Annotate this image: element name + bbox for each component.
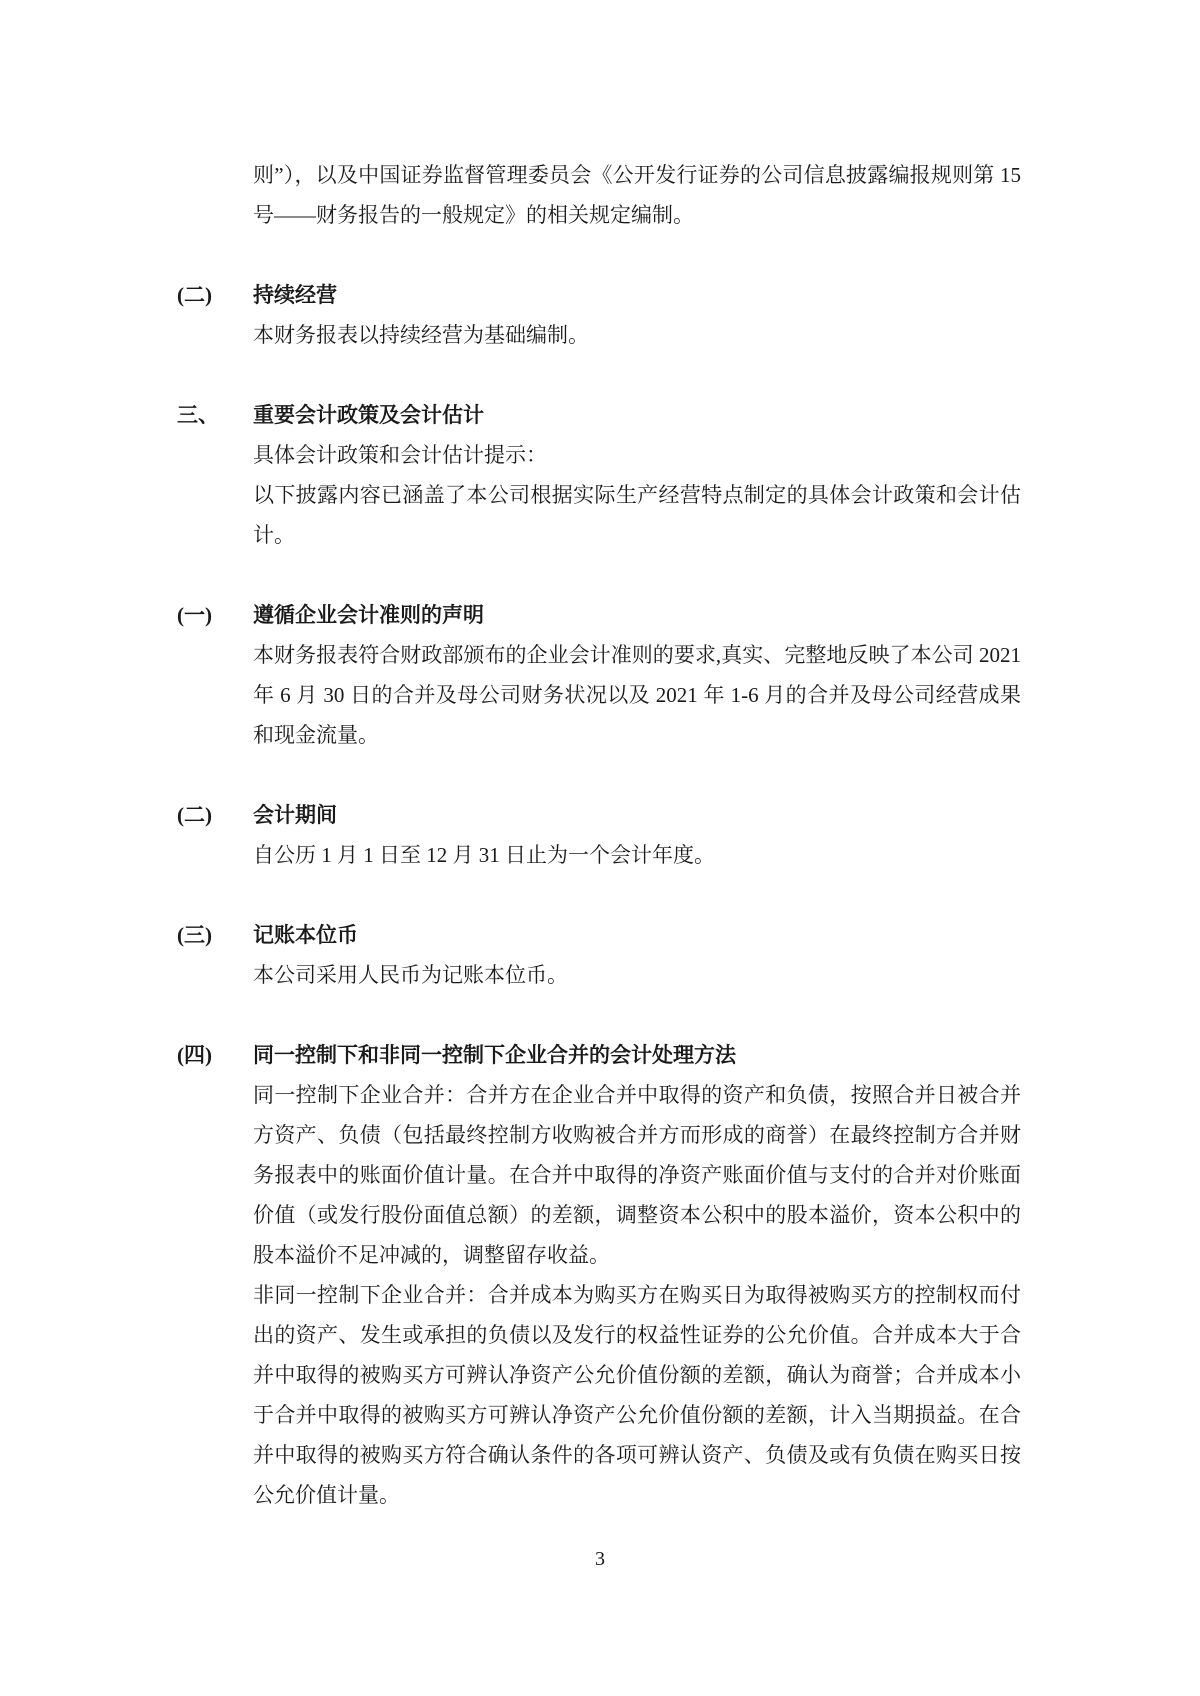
section-title: 重要会计政策及会计估计 <box>253 403 484 427</box>
section-label: (三) <box>177 923 212 947</box>
section-label: (二) <box>177 283 212 307</box>
section-title: 持续经营 <box>253 283 337 307</box>
paragraph: 本财务报表符合财政部颁布的企业会计准则的要求,真实、完整地反映了本公司 2021 年 6 月 30 日的合并及母公司财务状况以及 2021 年 1-6 月的合并及母公司经营成果和现金流量。 <box>253 643 1021 747</box>
section-heading-going-concern <box>177 275 1021 315</box>
paragraph: 本公司采用人民币为记账本位币。 <box>253 963 568 987</box>
section-label: (一) <box>177 603 212 627</box>
section-title: 同一控制下和非同一控制下企业合并的会计处理方法 <box>253 1043 736 1067</box>
section-title: 记账本位币 <box>253 923 358 947</box>
paragraph: 以下披露内容已涵盖了本公司根据实际生产经营特点制定的具体会计政策和会计估计。 <box>253 483 1021 547</box>
paragraph: 自公历 1 月 1 日至 12 月 31 日止为一个会计年度。 <box>253 843 715 867</box>
section-heading-accounting-policies <box>177 395 1021 435</box>
page-content <box>177 155 1021 1515</box>
paragraph: 本财务报表以持续经营为基础编制。 <box>253 323 589 347</box>
section-label: (四) <box>177 1043 212 1067</box>
intro-continuation-paragraph: 则”），以及中国证券监督管理委员会《公开发行证券的公司信息披露编报规则第 15 号——财务报告的一般规定》的相关规定编制。 <box>253 163 1021 227</box>
section-heading-business-combinations <box>177 1035 1021 1075</box>
page-number: 3 <box>595 1548 605 1570</box>
paragraph: 非同一控制下企业合并：合并成本为购买方在购买日为取得被购买方的控制权而付出的资产、发生或承担的负债以及发行的权益性证券的公允价值。合并成本大于合并中取得的被购买方可辨认净资产公允价值份额的差额，确认为商誉；合并成本小于合并中取得的被购买方可辨认净资产公允价值份额的差额，计入当期损益。在合并中取得的被购买方符合确认条件的各项可辨认资产、负债及或有负债在购买日按公允价值计量。 <box>253 1283 1021 1507</box>
section-heading-functional-currency <box>177 915 1021 955</box>
paragraph: 具体会计政策和会计估计提示： <box>253 443 547 467</box>
section-title: 遵循企业会计准则的声明 <box>253 603 484 627</box>
section-title: 会计期间 <box>253 803 337 827</box>
section-label: (二) <box>177 803 212 827</box>
paragraph: 同一控制下企业合并：合并方在企业合并中取得的资产和负债，按照合并日被合并方资产、负债（包括最终控制方收购被合并方而形成的商誉）在最终控制方合并财务报表中的账面价值计量。在合并中取得的净资产账面价值与支付的合并对价账面价值（或发行股份面值总额）的差额，调整资本公积中的股本溢价，资本公积中的股本溢价不足冲减的，调整留存收益。 <box>253 1083 1021 1267</box>
section-label: 三、 <box>177 403 219 427</box>
section-heading-compliance-statement <box>177 595 1021 635</box>
section-heading-accounting-period <box>177 795 1021 835</box>
